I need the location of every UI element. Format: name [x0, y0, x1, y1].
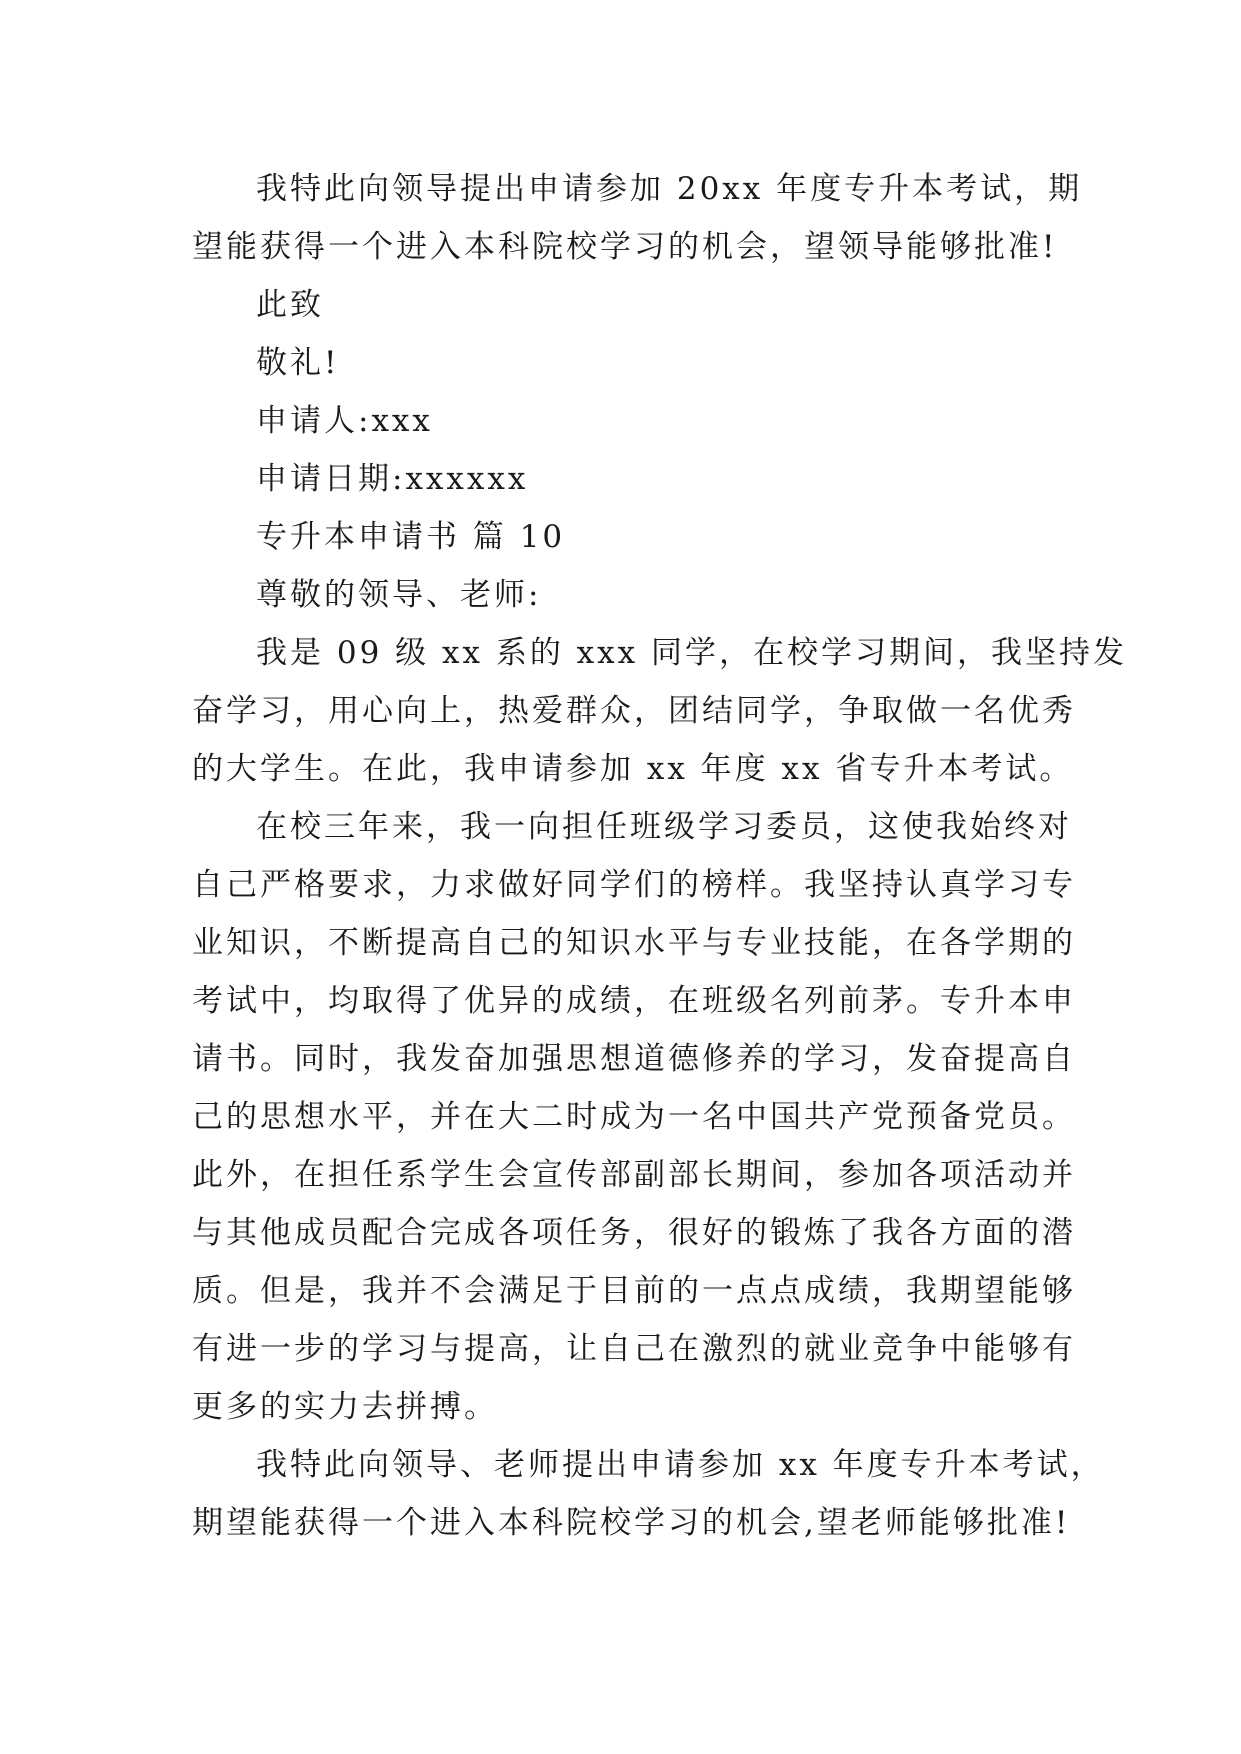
text-line: 我特此向领导提出申请参加 20xx 年度专升本考试，期 [256, 171, 1083, 207]
text-line: 业知识，不断提高自己的知识水平与专业技能，在各学期的 [192, 925, 1076, 961]
text-line: 请书。同时，我发奋加强思想道德修养的学习，发奋提高自 [192, 1041, 1076, 1077]
applicant-name: 申请人:xxx [256, 403, 433, 439]
text-line: 奋学习，用心向上，热爱群众，团结同学，争取做一名优秀 [192, 693, 1076, 729]
section-title: 专升本申请书 篇 10 [256, 519, 566, 555]
text-line: 我特此向领导、老师提出申请参加 xx 年度专升本考试， [256, 1447, 1105, 1483]
text-line: 己的思想水平，并在大二时成为一名中国共产党预备党员。 [192, 1099, 1076, 1135]
text-line: 自己严格要求，力求做好同学们的榜样。我坚持认真学习专 [192, 867, 1076, 903]
greeting: 尊敬的领导、老师: [256, 577, 542, 613]
text-line: 此外，在担任系学生会宣传部副部长期间，参加各项活动并 [192, 1157, 1076, 1193]
text-line: 考试中，均取得了优异的成绩，在班级名列前茅。专升本申 [192, 983, 1076, 1019]
document-body [192, 160, 1127, 1552]
application-date: 申请日期:xxxxxx [256, 461, 529, 497]
text-line: 望能获得一个进入本科院校学习的机会，望领导能够批准! [192, 229, 1058, 265]
text-line: 期望能获得一个进入本科院校学习的机会,望老师能够批准! [192, 1505, 1071, 1541]
closing-regards: 敬礼! [256, 345, 340, 381]
text-line: 与其他成员配合完成各项任务，很好的锻炼了我各方面的潜 [192, 1215, 1076, 1251]
text-line: 更多的实力去拼搏。 [192, 1389, 498, 1425]
text-line: 质。但是，我并不会满足于目前的一点点成绩，我期望能够 [192, 1273, 1076, 1309]
text-line: 有进一步的学习与提高，让自己在激烈的就业竞争中能够有 [192, 1331, 1076, 1367]
text-line: 在校三年来，我一向担任班级学习委员，这使我始终对 [256, 809, 1072, 845]
text-line: 的大学生。在此，我申请参加 xx 年度 xx 省专升本考试。 [192, 751, 1074, 787]
closing-salutation: 此致 [256, 287, 324, 323]
text-line: 我是 09 级 xx 系的 xxx 同学，在校学习期间，我坚持发 [256, 635, 1127, 671]
